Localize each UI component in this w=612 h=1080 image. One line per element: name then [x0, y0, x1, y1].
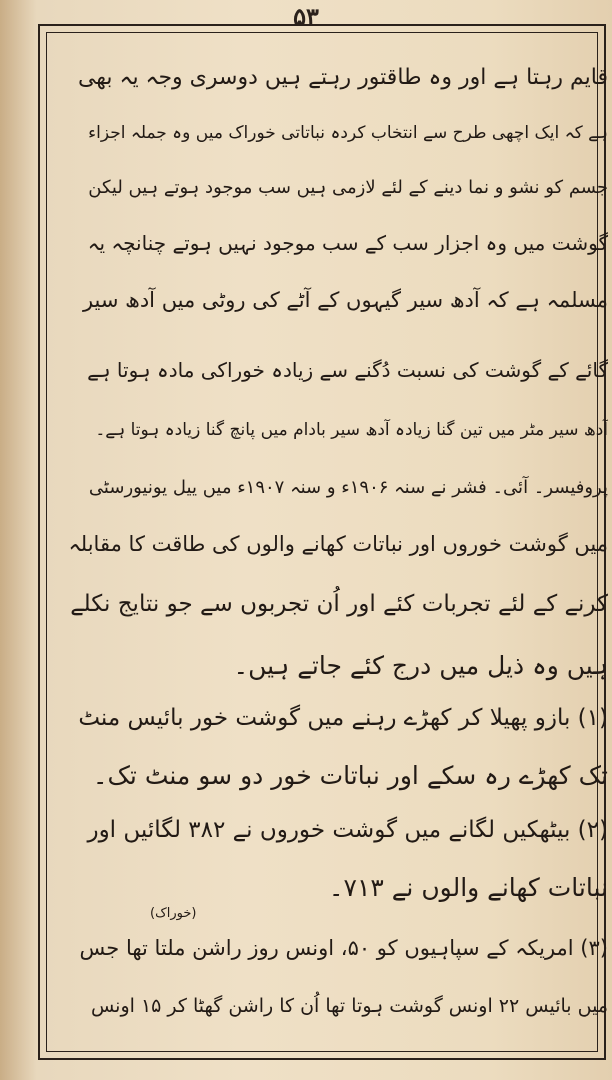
- text-line: (۲) بیٹھکیں لگانے میں گوشت خوروں نے ۳۸۲ لگائیں اور: [87, 817, 608, 843]
- text-line: قایم رہتا ہے اور وہ طاقتور رہتے ہیں دوسری وجہ یہ بھی: [77, 65, 608, 90]
- text-line: نباتات کھانے والوں نے ۷۱۳۔: [328, 873, 608, 902]
- text-line: ہیں وہ ذیل میں درج کئے جاتے ہیں۔: [233, 651, 608, 680]
- text-line: پروفیسر۔ آئی۔ فشر نے سنہ ۱۹۰۶ء و سنہ ۱۹۰۷ء میں ییل یونیورسٹی: [88, 477, 608, 498]
- text-line: مسلمہ ہے کہ آدھ سیر گیہوں کے آٹے کی روٹی میں آدھ سیر: [82, 288, 608, 312]
- text-line: ہے کہ ایک اچھی طرح سے انتخاب کردہ نباتاتی خوراک میں وہ جملہ اجزاء: [88, 123, 608, 143]
- interlinear-note: (خوراک): [150, 906, 197, 921]
- text-line: گوشت میں وہ اجزار سب کے سب موجود نہیں ہوتے چنانچہ یہ: [87, 231, 608, 255]
- text-line: (۳) امریکہ کے سپاہیوں کو ۵۰، اونس روز راشن ملتا تھا جس: [79, 936, 608, 960]
- text-line: گائے کے گوشت کی نسبت دُگنے سے زیادہ خوراکی مادہ ہوتا ہے: [87, 358, 608, 382]
- text-line: (۱) بازو پھیلا کر کھڑے رہنے میں گوشت خور بائیس منٹ: [78, 705, 608, 731]
- text-line: جسم کو نشو و نما دینے کے لئے لازمی ہیں سب موجود ہوتے ہیں لیکن: [88, 177, 608, 198]
- text-line: میں گوشت خوروں اور نباتات کھانے والوں کی طاقت کا مقابلہ: [68, 532, 608, 556]
- text-line: آدھ سیر مٹر میں تین گنا زیادہ آدھ سیر بادام میں پانچ گنا زیادہ ہوتا ہے۔: [95, 420, 608, 440]
- text-line: میں بائیس ۲۲ اونس گوشت ہوتا تھا اُن کا راشن گھٹا کر ۱۵ اونس: [90, 995, 608, 1017]
- text-block: [56, 58, 608, 1048]
- page-number: ۵۳: [293, 2, 319, 31]
- text-line: تک کھڑے رہ سکے اور نباتات خور دو سو منٹ تک۔: [92, 761, 608, 790]
- text-line: کرنے کے لئے تجربات کئے اور اُن تجربوں سے جو نتایج نکلے: [70, 591, 608, 617]
